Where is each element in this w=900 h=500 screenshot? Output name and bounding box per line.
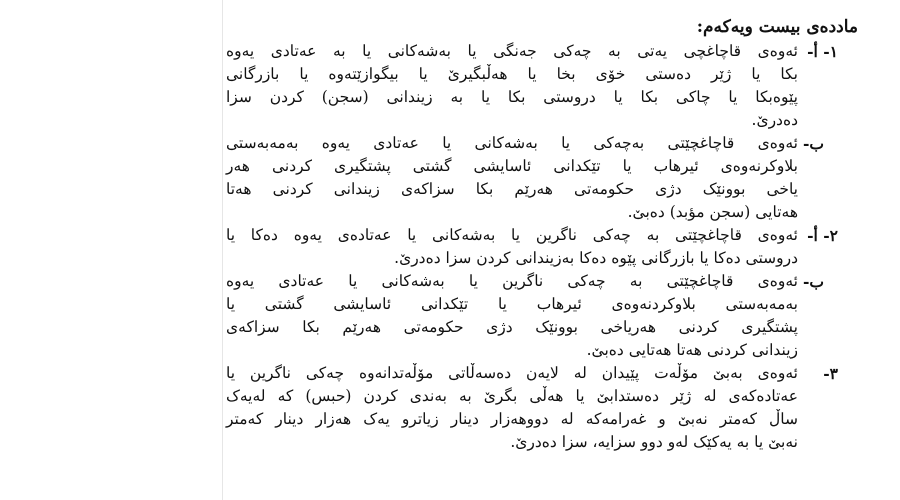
text-line: یاخی بوونێک دژی حکومەتی هەرێم بکا سزاکەی زیندانی کردنی هەتا	[226, 180, 798, 198]
clause-letter: ب-	[802, 272, 824, 291]
text-line: ئەوەی قاچاغچێتی بە چەکی ناگرین یا بەشەکانی یا عەتادەی یەوە دەکا یا	[226, 226, 798, 244]
clause-number: ١- أ-	[807, 42, 838, 61]
article-heading: ماددەی بیست ویەکەم:	[696, 17, 858, 37]
text-line: بلاوکرنەوەی ئیرهاب یا تێکدانی ئاسایشی گشتی پشتگیری کردنی هەر	[226, 157, 798, 175]
clause-number: ٣-	[823, 364, 838, 383]
clause-letter: ب-	[802, 134, 824, 153]
text-line: پێوەبکا یا چاکی بکا یا دروستی بکا یا بە زیندانی (سجن) کردن سزا	[226, 88, 798, 106]
text-line: ئەوەی بەبێ مۆڵەت پێیدان لە لایەن دەسەڵاتی مۆڵەتدانەوە چەکی ناگرین یا	[226, 364, 798, 382]
text-line: بەمەبەستی بلاوکردنەوەی ئیرهاب یا تێکدانی ئاسایشی گشتی یا	[226, 295, 798, 313]
clause-number: ٢- أ-	[807, 226, 838, 245]
text-line: عەتادەکەی لە ژێر دەستدابێ یا هەڵی بگرێ بە بەندی کردن (حبس) کە لەیەک	[226, 387, 798, 405]
clause-1a	[226, 40, 838, 132]
clause-2a	[226, 224, 838, 270]
document-content	[226, 14, 858, 454]
text-line: زیندانی کردنی هەتا هەتایی دەبێ.	[586, 341, 798, 359]
scan-edge	[222, 0, 223, 500]
clause-1b	[226, 132, 838, 224]
text-line: ساڵ کەمتر نەبێ و غەرامەکە لە دووهەزار دینار زیاترو یەک هەزار دینار کەمتر	[226, 410, 798, 428]
text-line: دەدرێ.	[751, 111, 798, 129]
clause-2b	[226, 270, 838, 362]
text-line: نەبێ یا بە یەکێک لەو دوو سزایە، سزا دەدرێ.	[510, 433, 798, 451]
text-line: ئەوەی قاچاغچێتی بەچەکی یا بەشەکانی یا عەتادی یەوە بەمەبەستی	[226, 134, 798, 152]
text-line: پشتگیری کردنی هەریاخی بوونێک دژی حکومەتی هەرێم بکا سزاکەی	[226, 318, 798, 336]
text-line: هەتایی (سجن مؤبد) دەبێ.	[627, 203, 798, 221]
text-line: دروستی دەکا یا بازرگانی پێوە دەکا بەزیندانی کردن سزا دەدرێ.	[394, 249, 798, 267]
clause-3	[226, 362, 838, 454]
text-line: ئەوەی قاچاغچێتی بە چەکی ناگرین یا بەشەکانی یا عەتادی یەوە	[226, 272, 798, 290]
text-line: ئەوەی قاچاغچی یەتی بە چەکی جەنگی یا بەشەکانی یا بە عەتادی یەوە	[226, 42, 798, 60]
text-line: بکا یا ژێر دەستی خۆی بخا یا هەڵبگیرێ یا بیگوازێتەوە یا بازرگانی	[226, 65, 798, 83]
